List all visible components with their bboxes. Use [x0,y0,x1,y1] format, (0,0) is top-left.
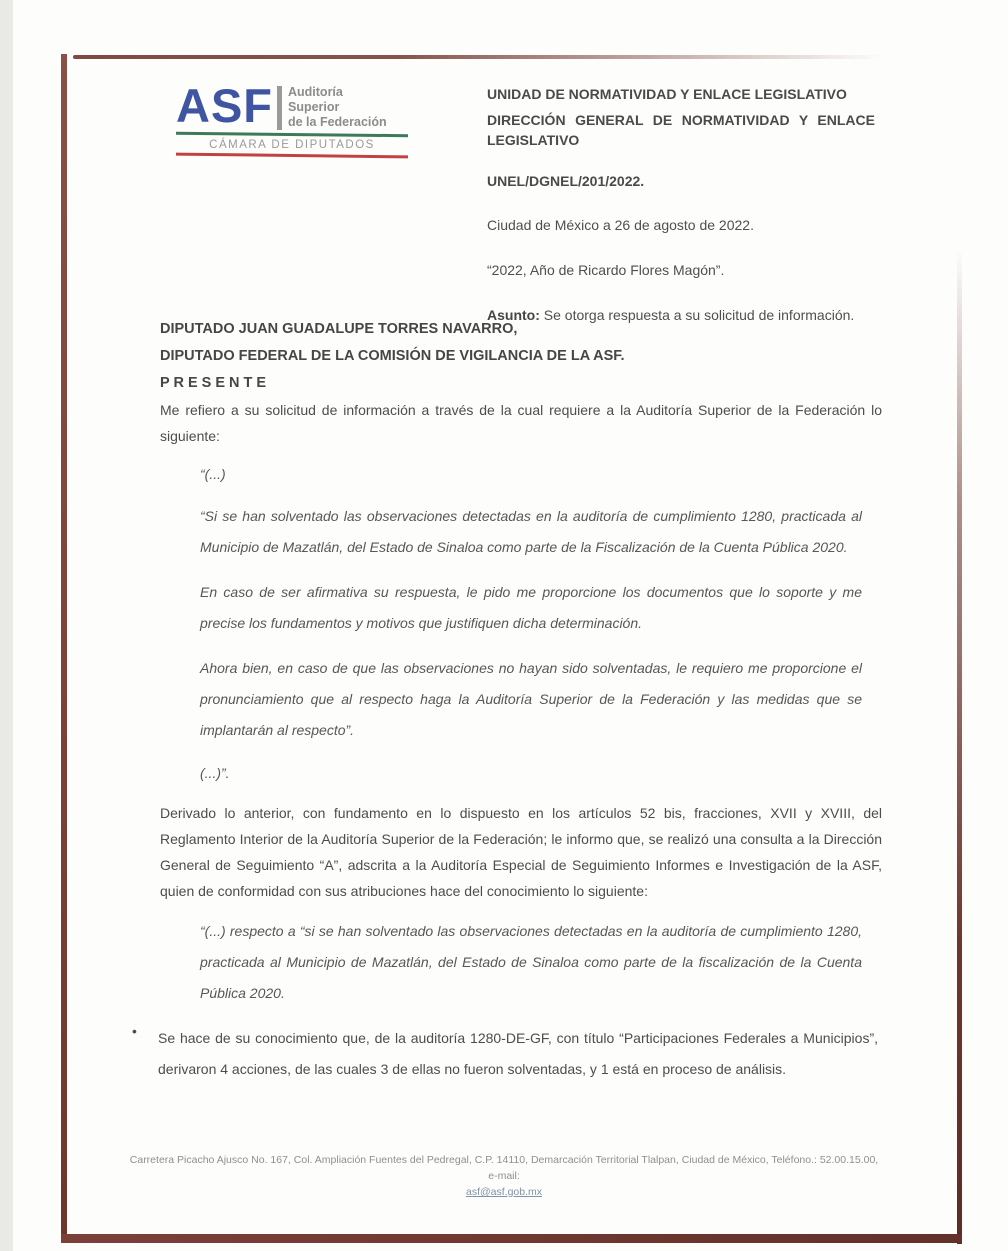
bullet-marker: • [132,1023,137,1039]
addressee-title: DIPUTADO FEDERAL DE LA COMISIÓN DE VIGILANCIA DE LA ASF. [160,348,625,364]
scan-border-left [61,54,67,1240]
year-motto: “2022, Año de Ricardo Flores Magón”. [487,262,725,278]
bullet-item [132,1023,882,1085]
letter-body [132,397,882,1085]
subject-label: Asunto: [487,307,540,323]
paragraph-derived: Derivado lo anterior, con fundamento en lo dispuesto en los artículos 52 bis, fracciones, XVII y XVIII, del Reglamento Interior de la Auditoría Superior de la Federación; le informo que, se realizó una consulta a la Dirección General de Seguimiento “A”, adscrita a la Auditoría Especial de Seguimiento Informes e Investigación de la ASF, quien de conformidad con sus atribuciones hace del conocimiento lo siguiente: [160,805,882,899]
asf-logo-name [288,84,387,130]
direction-title: DIRECCIÓN GENERAL DE NORMATIVIDAD Y ENLACE LEGISLATIVO [487,112,875,148]
bullet-text: Se hace de su conocimiento que, de la auditoría 1280-DE-GF, con título “Participaciones Federales a Municipios”, derivaron 4 acciones, de las cuales 3 de ellas no fueron solventadas, y 1 está en proceso de análisis. [158,1030,878,1077]
letterhead-block [487,84,875,323]
quote-paragraph-2: En caso de ser afirmativa su respuesta, le pido me proporcione los documentos que lo soporte y me precise los fundamentos y motivos que justifiquen dicha determinación. [200,584,862,631]
asf-logo-red-rule [176,153,408,159]
quote-close-ellipsis: (...)”. [200,765,230,781]
asf-logo-acronym: ASF [176,79,273,132]
unit-title: UNIDAD DE NORMATIVIDAD Y ENLACE LEGISLATIVO [487,86,847,102]
scan-border-bottom [61,1234,962,1243]
asf-logo-divider-bar [277,86,282,130]
addressee-block [160,316,625,397]
asf-logo-green-rule [176,132,408,137]
addressee-presente: P R E S E N T E [160,375,267,391]
asf-logo [176,79,408,157]
asf-logo-name-line2: Superior [288,100,340,114]
document-reference-number: UNEL/DGNEL/201/2022. [487,173,645,189]
quote-paragraph-1: “Si se han solventado las observaciones detectadas en la auditoría de cumplimiento 1280, practicada al Municipio de Mazatlán, del Estado de Sinaloa como parte de la Fiscalización de la Cuenta Pública 2020. [200,508,862,555]
quote-paragraph-4: “(...) respecto a “si se han solventado las observaciones detectadas en la auditoría de cumplimiento 1280, practicada al Municipio de Mazatlán, del Estado de Sinaloa como parte de la fiscalización de la Cuenta Pública 2020. [200,923,862,1001]
scan-border-top [73,55,883,59]
scanner-edge-strip [0,0,13,1251]
date-line: Ciudad de México a 26 de agosto de 2022. [487,217,754,233]
subject-text: Se otorga respuesta a su solicitud de información. [539,307,855,323]
quote-paragraph-3: Ahora bien, en caso de que las observaciones no hayan sido solventadas, le requiero me proporcione el pronunciamiento que al respecto haga la Auditoría Superior de la Federación y las medidas que se implantarán al respecto”. [200,660,862,738]
footer-email-link[interactable]: asf@asf.gob.mx [465,1186,543,1198]
addressee-name: DIPUTADO JUAN GUADALUPE TORRES NAVARRO, [160,321,518,337]
footer-address: Carretera Picacho Ajusco No. 167, Col. Ampliación Fuentes del Pedregal, C.P. 14110, Demarcación Territorial Tlalpan, Ciudad de México, Teléfono.: 52.00.15.00, e-mail: [129,1154,879,1182]
asf-logo-name-line3: de la Federación [288,115,387,129]
scan-border-right [957,250,962,1244]
asf-logo-name-line1: Auditoría [288,85,343,99]
asf-logo-chamber-label: CÁMARA DE DIPUTADOS [209,139,375,151]
quote-open-ellipsis: “(...) [200,466,226,482]
paragraph-intro: Me refiero a su solicitud de información a través de la cual requiere a la Auditoría Superior de la Federación lo siguiente: [160,402,882,444]
footer-block [124,1152,884,1200]
